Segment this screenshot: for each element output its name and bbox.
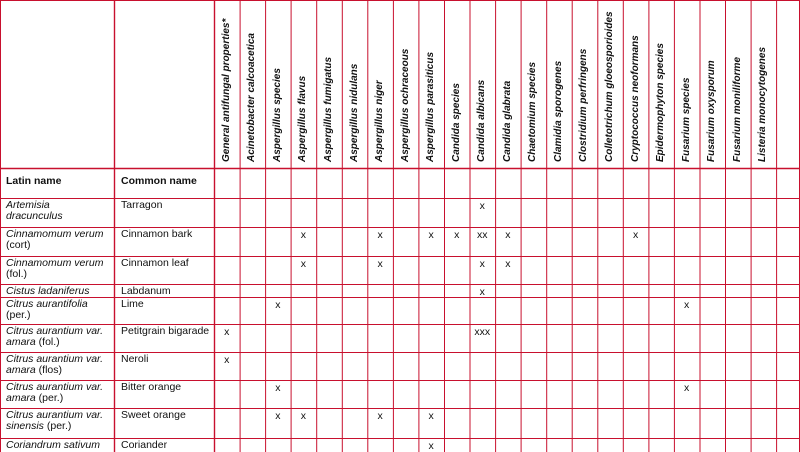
organism-header: Aspergillus nidulans (348, 63, 360, 162)
activity-mark: x (479, 258, 485, 270)
activity-mark: x (224, 354, 230, 366)
latin-name-part: Cistus ladaniferus (6, 285, 90, 297)
latin-name-part: sinensis (6, 420, 44, 432)
organism-header: Aspergillus flavus (297, 75, 309, 162)
common-name: Neroli (121, 353, 149, 365)
latin-name (6, 258, 103, 280)
common-name: Coriander (121, 439, 168, 451)
activity-mark: x (479, 286, 485, 298)
activity-mark: x (224, 326, 230, 338)
organism-header: Aspergillus ochraceous (399, 48, 411, 162)
latin-name-part: Citrus aurantium var. (6, 353, 104, 365)
common-name: Labdanum (121, 285, 171, 297)
activity-mark: x (275, 299, 281, 311)
organism-header: Fusarium oxysporum (706, 60, 718, 162)
organism-header: Cryptococcus neoformans (629, 35, 641, 162)
activity-mark: x (684, 299, 690, 311)
latin-name-part: Cinnamomum verum (6, 228, 104, 240)
common-name: Lime (121, 298, 144, 310)
organism-header: Candida albicans (476, 79, 488, 162)
plant-part: (fol.) (35, 336, 60, 348)
latin-name-part: Citrus aurantifolia (6, 298, 88, 310)
common-name: Sweet orange (121, 409, 186, 421)
activity-mark: x (428, 440, 434, 452)
organism-header: Aspergillus parasiticus (425, 51, 437, 162)
activity-mark: x (275, 410, 281, 422)
organism-header: Candida glabrata (501, 80, 513, 162)
activity-mark: xxx (474, 326, 491, 338)
latin-name-part: Cinnamomum verum (6, 257, 104, 269)
activity-mark: x (275, 382, 281, 394)
latin-name-part: amara (6, 364, 36, 376)
latin-name-part: amara (6, 336, 36, 348)
activity-mark: x (505, 229, 511, 241)
organism-header: Chaetomium species (527, 61, 539, 162)
organism-header: Fusarium moniliforme (731, 56, 743, 162)
activity-mark: x (300, 258, 307, 270)
latin-name (6, 354, 103, 376)
activity-mark: x (377, 258, 383, 270)
organism-header: Epidermophyton species (655, 43, 667, 162)
organism-header: Listeria monocytogenes (757, 46, 769, 162)
latin-name (6, 229, 103, 251)
latin-name (6, 200, 63, 222)
plant-part: (fol.) (6, 268, 27, 280)
latin-name (6, 382, 103, 404)
organism-header: Aspergillus niger (374, 80, 386, 162)
latin-name-part: Artemisia (6, 199, 50, 211)
common-name: Petitgrain bigarade (121, 325, 210, 337)
common-name: Bitter orange (121, 381, 182, 393)
common-name: Cinnamon leaf (121, 257, 189, 269)
plant-part: (flos) (35, 364, 63, 376)
activity-mark: x (428, 229, 434, 241)
latin-name (6, 299, 88, 321)
plant-part: (per.) (35, 392, 64, 404)
organism-header: Aspergillus fumigatus (322, 56, 334, 162)
common-name: Tarragon (121, 199, 163, 211)
latin-name-part: Coriandrum sativum (6, 439, 100, 451)
organism-header: Colletotrichum gloeosporioides (604, 11, 616, 162)
latin-name-part: amara (6, 392, 36, 404)
organism-header: Candida species (450, 83, 462, 162)
latin-name (6, 286, 89, 297)
activity-mark: x (505, 258, 511, 270)
activity-mark: x (300, 410, 307, 422)
activity-mark: xx (477, 229, 488, 241)
latin-name (6, 440, 100, 451)
activity-mark: x (632, 229, 639, 241)
plant-part: (per.) (43, 420, 72, 432)
organism-header: General antifungal properties* (220, 18, 232, 162)
latin-name (6, 410, 103, 432)
header-common-name: Common name (121, 175, 197, 187)
latin-name (6, 326, 103, 348)
activity-mark: x (454, 229, 460, 241)
latin-name-part: dracunculus (6, 210, 63, 222)
latin-name-part: Citrus aurantium var. (6, 325, 104, 337)
activity-mark: x (377, 410, 383, 422)
common-name: Cinnamon bark (121, 228, 193, 240)
organism-header: Aspergillus species (271, 68, 283, 162)
latin-name-part: Citrus aurantium var. (6, 381, 104, 393)
organism-header: Clamidia sporogenes (552, 60, 564, 162)
header-latin-name: Latin name (6, 175, 62, 187)
organism-header: Acinetobacter calcoacetica (246, 33, 258, 162)
plant-part: (per.) (6, 309, 31, 321)
latin-name-part: Citrus aurantium var. (6, 409, 104, 421)
organism-header: Fusarium species (680, 77, 692, 162)
activity-mark: x (479, 200, 485, 212)
activity-mark: x (428, 410, 434, 422)
organism-header: Clostridium perfringens (578, 48, 590, 162)
activity-mark: x (684, 382, 690, 394)
plant-part: (cort) (6, 239, 31, 251)
activity-mark: x (377, 229, 383, 241)
activity-mark: x (300, 229, 307, 241)
